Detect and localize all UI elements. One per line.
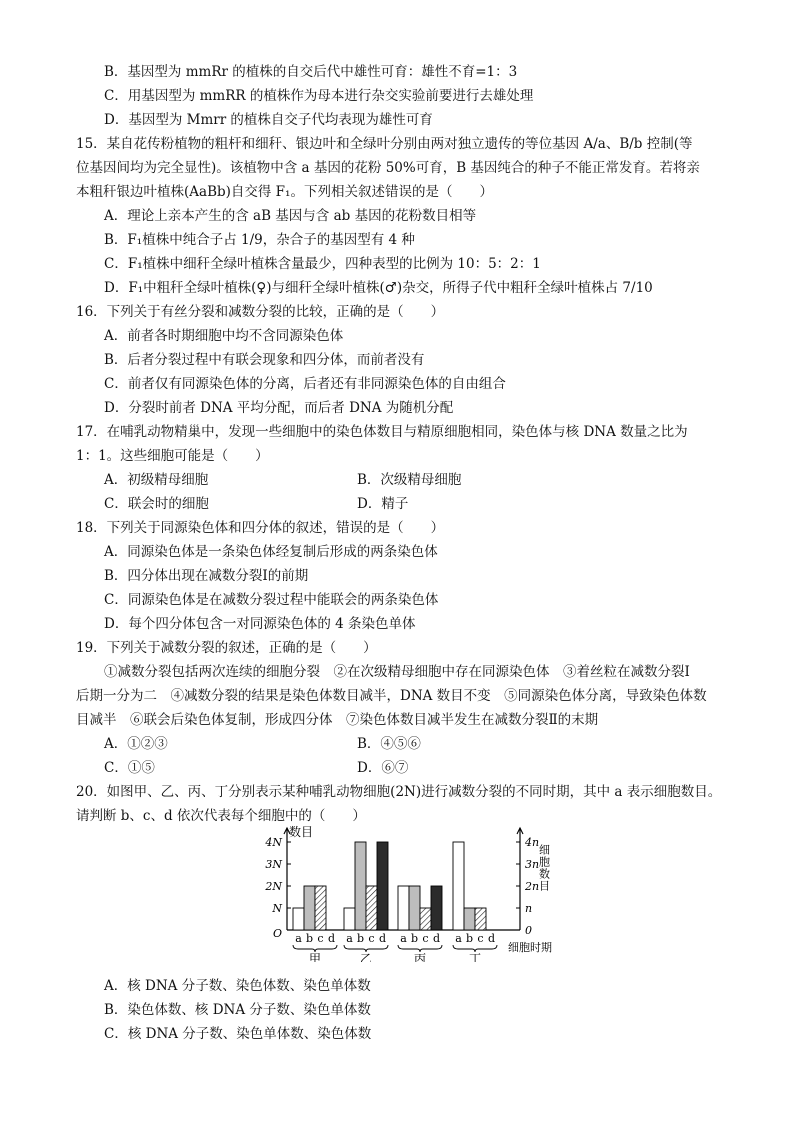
bar-c <box>315 886 326 930</box>
category-brace <box>293 945 337 952</box>
bar-letter-label: b <box>410 932 419 945</box>
category-label: 甲 <box>308 952 322 962</box>
bar-b <box>355 842 366 930</box>
bar-c <box>475 908 486 930</box>
q17-option-c: C．联会时的细胞 <box>104 496 209 512</box>
bar-letter-label: a <box>400 932 407 945</box>
q19-option-a: A．①②③ <box>104 736 168 752</box>
bar-letter-label: c <box>422 932 429 945</box>
bar-letter-label: d <box>327 932 336 945</box>
bar-a <box>293 908 304 930</box>
q17-option-d: D．精子 <box>357 496 409 512</box>
q17-option-b: B．次级精母细胞 <box>357 472 462 488</box>
bar-a <box>398 886 409 930</box>
bar-letter-label: a <box>455 932 462 945</box>
q16-option-d: D．分裂时前者 DNA 平均分配，而后者 DNA 为随机分配 <box>104 400 454 416</box>
q19-option-c: C．①⑤ <box>104 760 155 776</box>
q15-stem-line-3: 本粗秆银边叶植株(AaBb)自交得 F₁。下列相关叙述错误的是（ ） <box>76 184 493 200</box>
category-brace <box>344 945 388 952</box>
left-axis-title: 数目 <box>289 825 314 839</box>
bar-b <box>464 908 475 930</box>
bar-letter-label: b <box>356 932 365 945</box>
q16-option-c: C．前者仅有同源染色体的分离，后者还有非同源染色体的自由组合 <box>104 376 506 392</box>
bar-b <box>409 886 420 930</box>
left-tick-label: 4N <box>265 836 282 849</box>
category-brace <box>398 945 442 952</box>
q20-bar-chart <box>240 822 600 962</box>
right-tick-label: 0 <box>525 924 532 937</box>
q15-option-a: A．理论上亲本产生的含 aB 基因与含 ab 基因的花粉数目相等 <box>104 208 477 224</box>
right-tick-label: 3n <box>525 858 540 871</box>
q20-option-a: A．核 DNA 分子数、染色体数、染色单体数 <box>104 978 371 994</box>
category-brace <box>453 945 497 952</box>
q17-stem-line-2: 1：1。这些细胞可能是（ ） <box>76 448 269 464</box>
q16-stem: 16．下列关于有丝分裂和减数分裂的比较，正确的是（ ） <box>76 304 445 320</box>
q19-option-d: D．⑥⑦ <box>357 760 409 776</box>
category-label: 丙 <box>413 952 427 962</box>
q19-option-b: B．④⑤⑥ <box>357 736 421 752</box>
q15-option-c: C．F₁植株中细秆全绿叶植株含量最少，四种表型的比例为 10：5：2：1 <box>104 256 541 272</box>
q18-option-b: B．四分体出现在减数分裂Ⅰ的前期 <box>104 568 309 584</box>
bar-letter-label: a <box>295 932 302 945</box>
left-tick-label: N <box>272 902 282 915</box>
q19-statements-line-3: 目减半 ⑥联会后染色体复制，形成四分体 ⑦染色体数目减半发生在减数分裂Ⅱ的末期 <box>76 712 599 728</box>
bar-letter-label: d <box>432 932 441 945</box>
q20-option-b: B．染色体数、核 DNA 分子数、染色单体数 <box>104 1002 371 1018</box>
q19-stem: 19．下列关于减数分裂的叙述，正确的是（ ） <box>76 640 377 656</box>
bar-a <box>453 842 464 930</box>
q20-stem-line-2: 请判断 b、c、d 依次代表每个细胞中的（ ） <box>76 808 366 824</box>
bar-letter-label: c <box>477 932 484 945</box>
q18-stem: 18．下列关于同源染色体和四分体的叙述，错误的是（ ） <box>76 520 445 536</box>
bar-d <box>377 842 388 930</box>
q19-statements-line-1: ①减数分裂包括两次连续的细胞分裂 ②在次级精母细胞中存在同源染色体 ③着丝粒在减数分裂Ⅰ <box>104 664 690 680</box>
bar-letter-label: d <box>487 932 496 945</box>
right-tick-label: 4n <box>525 836 540 849</box>
category-label: 乙 <box>359 952 373 962</box>
bar-chart-svg <box>240 822 600 962</box>
bar-c <box>366 886 377 930</box>
q15-option-d: D．F₁中粗秆全绿叶植株(♀)与细秆全绿叶植株(♂)杂交，所得子代中粗秆全绿叶植株占 7/10 <box>104 280 653 296</box>
right-axis-title: 细胞数目 <box>537 844 551 892</box>
bar-b <box>304 886 315 930</box>
q17-option-a: A．初级精母细胞 <box>104 472 209 488</box>
q17-stem-line-1: 17．在哺乳动物精巢中，发现一些细胞中的染色体数目与精原细胞相同，染色体与核 DNA 数量之比为 <box>76 424 688 440</box>
category-label: 丁 <box>468 952 482 962</box>
q14-option-b: B．基因型为 mmRr 的植株的自交后代中雄性可育：雄性不育=1：3 <box>104 64 518 80</box>
q20-stem-line-1: 20．如图甲、乙、丙、丁分别表示某种哺乳动物细胞(2N)进行减数分裂的不同时期，其中 a 表示细胞数目。 <box>76 784 722 800</box>
left-tick-label: O <box>272 927 282 940</box>
right-tick-label: 2n <box>525 880 540 893</box>
q19-statements-line-2: 后期一分为二 ④减数分裂的结果是染色体数目减半，DNA 数目不变 ⑤同源染色体分离，导致染色体数 <box>76 688 707 704</box>
bar-letter-label: d <box>378 932 387 945</box>
bar-letter-label: a <box>346 932 353 945</box>
x-axis-title: 细胞时期 <box>508 941 552 954</box>
q15-option-b: B．F₁植株中纯合子占 1/9，杂合子的基因型有 4 种 <box>104 232 415 248</box>
q20-option-c: C．核 DNA 分子数、染色单体数、染色体数 <box>104 1026 372 1042</box>
q18-option-c: C．同源染色体是在减数分裂过程中能联会的两条染色体 <box>104 592 439 608</box>
bar-letter-label: b <box>305 932 314 945</box>
left-tick-label: 2N <box>265 880 282 893</box>
bar-d <box>431 886 442 930</box>
bar-letter-label: c <box>368 932 375 945</box>
q18-option-a: A．同源染色体是一条染色体经复制后形成的两条染色体 <box>104 544 438 560</box>
q15-stem-line-1: 15．某自花传粉植物的粗杆和细秆、银边叶和全绿叶分别由两对独立遗传的等位基因 A/a、B/b 控制(等 <box>76 136 693 152</box>
bar-letter-label: b <box>465 932 474 945</box>
q15-stem-line-2: 位基因间均为完全显性)。该植物中含 a 基因的花粉 50%可育，B 基因纯合的种子不能正常发育。若将亲 <box>76 160 700 176</box>
bar-letter-label: c <box>317 932 324 945</box>
right-tick-label: n <box>525 902 533 915</box>
q14-option-c: C．用基因型为 mmRR 的植株作为母本进行杂交实验前要进行去雄处理 <box>104 88 534 104</box>
bar-c <box>420 908 431 930</box>
q18-option-d: D．每个四分体包含一对同源染色体的 4 条染色单体 <box>104 616 416 632</box>
q16-option-a: A．前者各时期细胞中均不含同源染色体 <box>104 328 344 344</box>
bar-a <box>344 908 355 930</box>
left-tick-label: 3N <box>265 858 282 871</box>
q14-option-d: D．基因型为 Mmrr 的植株自交子代均表现为雄性可育 <box>104 112 433 128</box>
q16-option-b: B．后者分裂过程中有联会现象和四分体，而前者没有 <box>104 352 425 368</box>
